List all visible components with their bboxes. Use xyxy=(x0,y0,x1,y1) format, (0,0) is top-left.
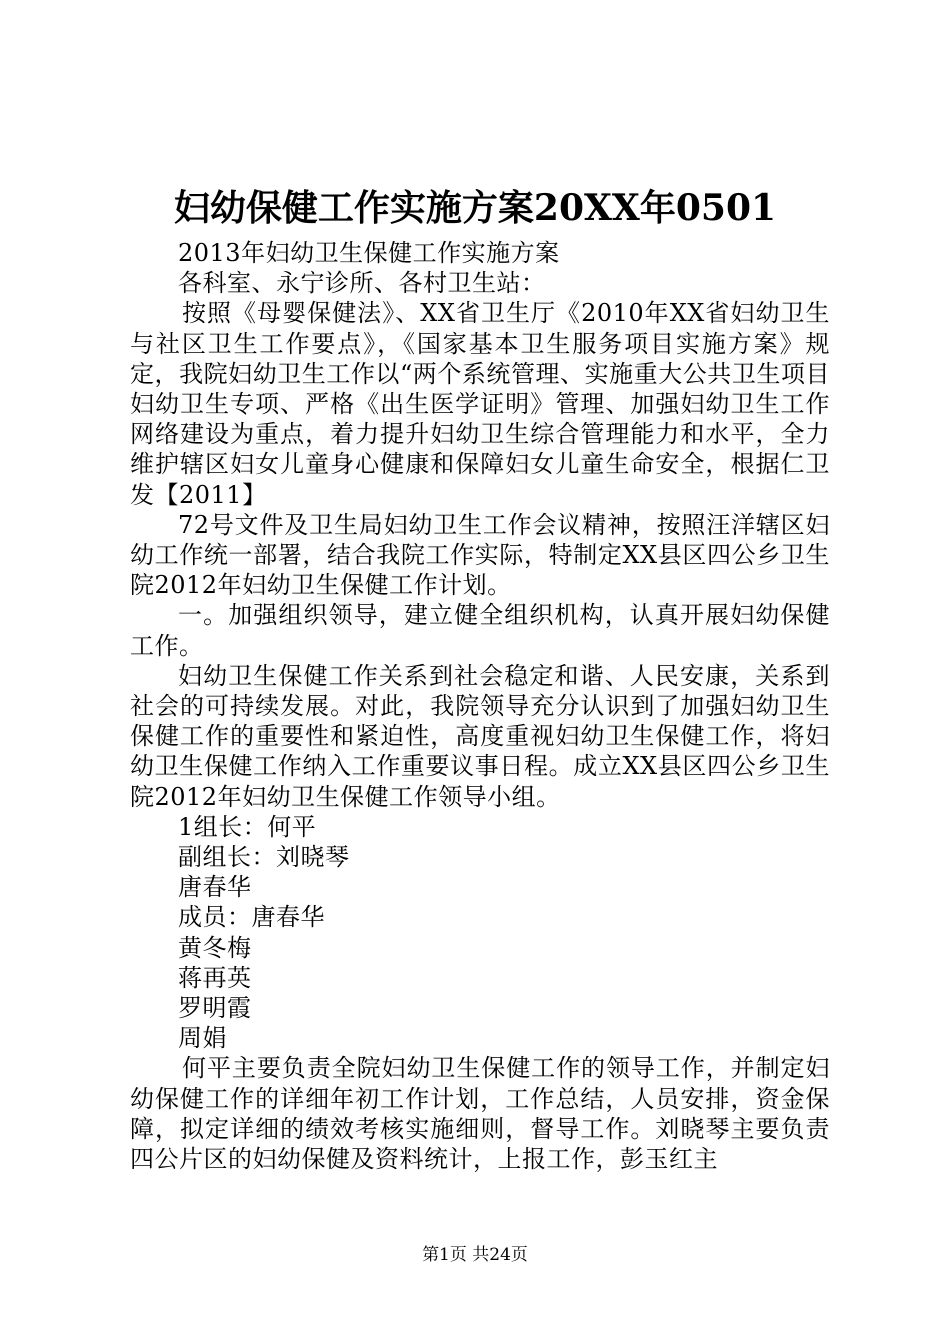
list-item-group-leader: 1组长：何平 xyxy=(178,812,317,841)
paragraph-responsibilities: 何平主要负责全院妇幼卫生保健工作的领导工作，并制定妇幼保健工作的详细年初工作计划，工作总结，人员安排，资金保障，拟定详细的绩效考核实施细则，督导工作。刘晓琴主要负责四公片区的妇幼保健及资料统计，上报工作，彭玉红主 xyxy=(130,1054,830,1174)
paragraph-document-reference: 72号文件及卫生局妇幼卫生工作会议精神，按照汪洋辖区妇幼工作统一部署，结合我院工作实际，特制定XX县区四公乡卫生院2012年妇幼卫生保健工作计划。 xyxy=(130,510,830,600)
list-item-deputy-leader-2: 唐春华 xyxy=(178,873,252,902)
paragraph-addressees: 各科室、永宁诊所、各村卫生站： xyxy=(178,269,546,298)
list-item-deputy-leader: 副组长：刘晓琴 xyxy=(178,843,350,872)
list-item-member-4: 罗明霞 xyxy=(178,994,252,1023)
paragraph-basis: 按照《母婴保健法》、XX省卫生厅《2010年XX省妇幼卫生与社区卫生工作要点》，《国家基本卫生服务项目实施方案》规定，我院妇幼卫生工作以“两个系统管理、实施重大公共卫生项目妇幼卫生专项、严格《出生医学证明》管理、加强妇幼卫生工作网络建设为重点，着力提升妇幼卫生综合管理能力和水平，全力维护辖区妇女儿童身心健康和保障妇女儿童生命安全，根据仁卫发【2011】 xyxy=(130,299,830,509)
paragraph-section-one-heading: 一。加强组织领导，建立健全组织机构，认真开展妇幼保健工作。 xyxy=(130,601,830,660)
list-item-member-5: 周娟 xyxy=(178,1024,227,1053)
list-item-member-2: 黄冬梅 xyxy=(178,933,252,962)
page-number: 第1页 共24页 xyxy=(422,1245,528,1265)
paragraph-importance: 妇幼卫生保健工作关系到社会稳定和谐、人民安康，关系到社会的可持续发展。对此，我院领导充分认识到了加强妇幼卫生保健工作的重要性和紧迫性，高度重视妇幼卫生保健工作，将妇幼卫生保健工作纳入工作重要议事日程。成立XX县区四公乡卫生院2012年妇幼卫生保健工作领导小组。 xyxy=(130,661,830,811)
paragraph-plan-heading: 2013年妇幼卫生保健工作实施方案 xyxy=(178,239,560,267)
list-item-member-3: 蒋再英 xyxy=(178,963,252,992)
document-body xyxy=(130,238,830,1174)
list-item-member: 成员：唐春华 xyxy=(178,903,325,932)
document-title: 妇幼保健工作实施方案20XX年0501 xyxy=(173,187,777,229)
